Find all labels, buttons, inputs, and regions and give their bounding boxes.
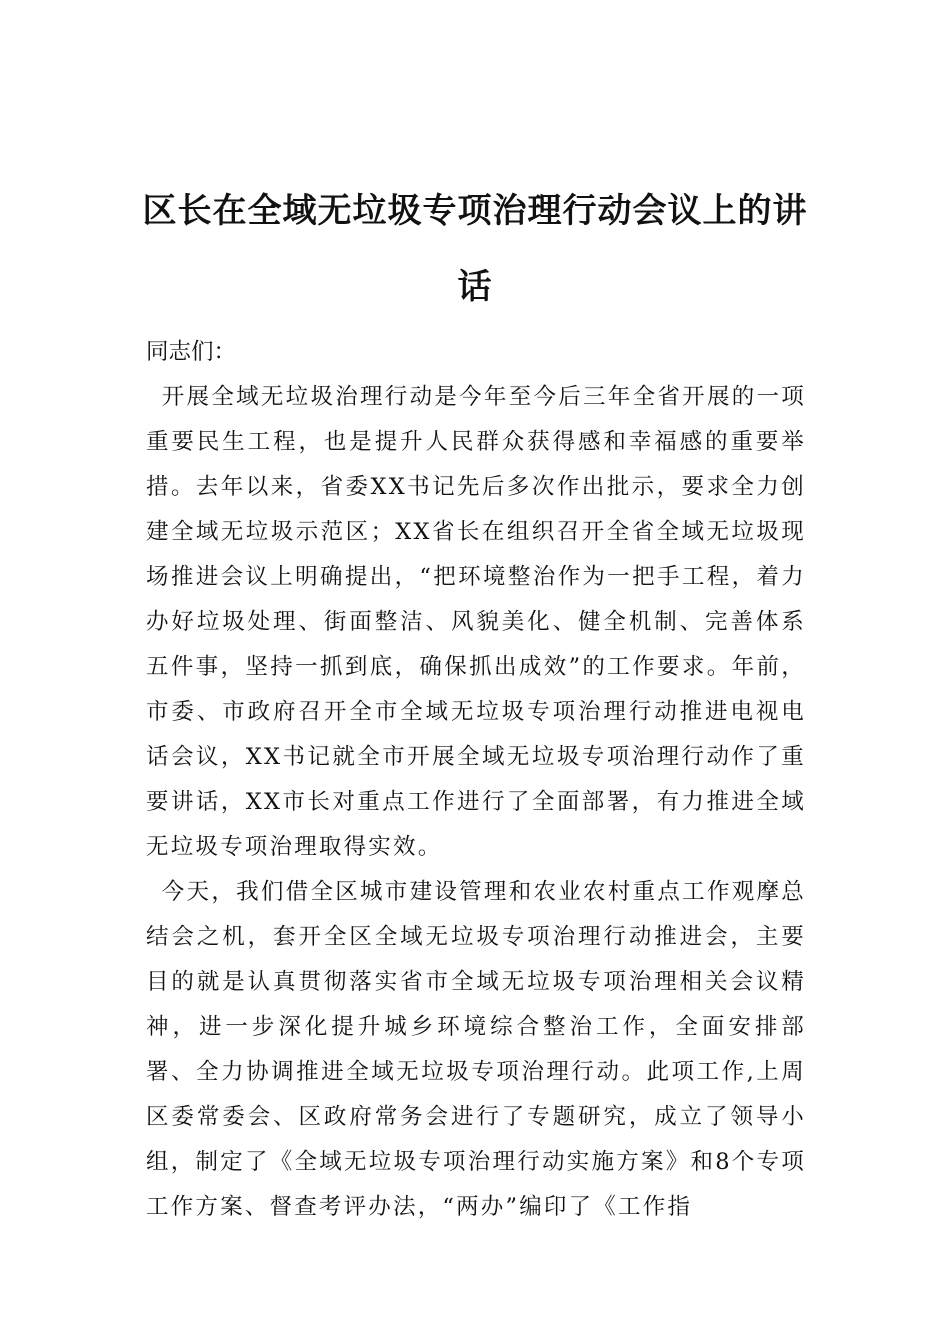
salutation: 同志们：: [146, 339, 237, 365]
paragraph-2: 今天，我们借全区城市建设管理和农业农村重点工作观摩总结会之机，套开全区全域无垃圾专项治理行动推进会，主要目的就是认真贯彻落实省市全域无垃圾专项治理相关会议精神，进一步深化提升城乡环境综合整治工作，全面安排部署、全力协调推进全域无垃圾专项治理行动。此项工作,上周区委常委会、区政府常务会进行了专题研究，成立了领导小组，制定了《全域无垃圾专项治理行动实施方案》和8个专项工作方案、督查考评办法，“两办”编印了《工作指: [146, 879, 806, 1220]
document-title: 区长在全域无垃圾专项治理行动会议上的讲话: [142, 190, 808, 307]
paragraph-1: 开展全域无垃圾治理行动是今年至今后三年全省开展的一项重要民生工程，也是提升人民群众获得感和幸福感的重要举措。去年以来，省委XX书记先后多次作出批示，要求全力创建全域无垃圾示范区；XX省长在组织召开全省全域无垃圾现场推进会议上明确提出，“把环境整治作为一把手工程，着力办好垃圾处理、街面整洁、风貌美化、健全机制、完善体系五件事，坚持一抓到底，确保抓出成效”的工作要求。年前，市委、市政府召开全市全域无垃圾专项治理行动推进电视电话会议，XX书记就全市开展全域无垃圾专项治理行动作了重要讲话，XX市长对重点工作进行了全面部署，有力推进全域无垃圾专项治理取得实效。: [146, 384, 806, 860]
document-body: [146, 330, 806, 1230]
